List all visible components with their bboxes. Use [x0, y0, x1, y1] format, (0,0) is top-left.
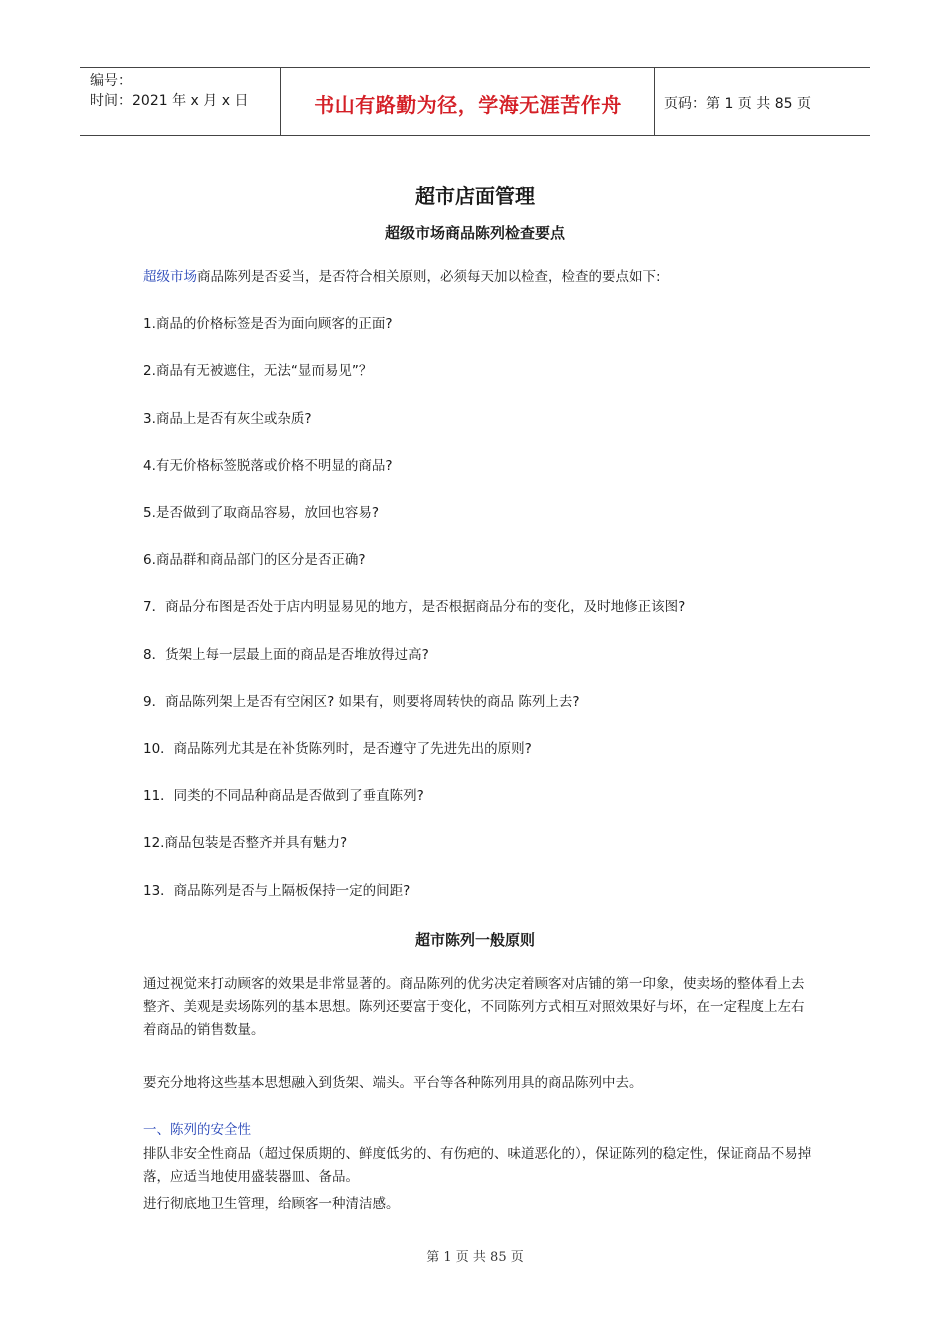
intro-text: 商品陈列是否妥当，是否符合相关原则，必须每天加以检查，检查的要点如下:	[197, 269, 661, 285]
checklist-item: 11．同类的不同品种商品是否做到了垂直陈列?	[143, 788, 424, 804]
page-footer: 第 1 页 共 85 页	[426, 1250, 524, 1265]
doc-time-label: 时间：2021 年 x 月 x 日	[90, 93, 249, 109]
checklist-item: 10．商品陈列尤其是在补货陈列时，是否遵守了先进先出的原则?	[143, 741, 532, 757]
checklist-item: 1.商品的价格标签是否为面向顾客的正面?	[143, 316, 393, 332]
header-bottom-rule	[80, 135, 870, 136]
checklist-item: 13．商品陈列是否与上隔板保持一定的间距?	[143, 883, 411, 899]
safety-subheading: 一、陈列的安全性	[143, 1122, 251, 1138]
safety-paragraph-1: 排队非安全性商品（超过保质期的、鲜度低劣的、有伤疤的、味道恶化的），保证陈列的稳定性，保证商品不易掉落，应适当地使用盛装器皿、备品。	[143, 1146, 812, 1185]
safety-paragraph-2: 进行彻底地卫生管理，给顾客一种清洁感。	[143, 1196, 400, 1212]
header-meta	[90, 71, 248, 111]
checklist-item: 5.是否做到了取商品容易，放回也容易?	[143, 505, 380, 521]
doc-number-label: 编号：	[90, 73, 132, 89]
supermarket-link[interactable]: 超级市场	[143, 269, 197, 285]
checklist-item: 4.有无价格标签脱落或价格不明显的商品?	[143, 458, 393, 474]
header-motto: 书山有路勤为径，学海无涯苦作舟	[314, 93, 622, 117]
checklist-item: 3.商品上是否有灰尘或杂质?	[143, 411, 312, 427]
section1-intro	[143, 266, 813, 289]
section2-paragraph-2: 要充分地将这些基本思想融入到货架、端头。平台等各种陈列用具的商品陈列中去。	[143, 1075, 643, 1091]
checklist-item: 12.商品包装是否整齐并具有魅力?	[143, 835, 348, 851]
section2-heading: 超市陈列一般原则	[414, 931, 535, 949]
header-divider-right	[654, 67, 655, 136]
checklist-item: 7．商品分布图是否处于店内明显易见的地方，是否根据商品分布的变化，及时地修正该图?	[143, 599, 686, 615]
section1-heading: 超级市场商品陈列检查要点	[384, 224, 565, 242]
checklist-item: 8．货架上每一层最上面的商品是否堆放得过高?	[143, 647, 429, 663]
header-divider-left	[280, 67, 281, 136]
checklist-item: 2.商品有无被遮住，无法“显而易见”？	[143, 363, 373, 379]
section2-paragraph-1: 通过视觉来打动顾客的效果是非常显著的。商品陈列的优劣决定着顾客对店铺的第一印象，使卖场的整体看上去整齐、美观是卖场陈列的基本思想。陈列还要富于变化，不同陈列方式相互对照效果好与坏，在一定程度上左右着商品的销售数量。	[143, 976, 805, 1038]
header-top-rule	[80, 67, 870, 68]
header-page-info: 页码：第 1 页 共 85 页	[664, 96, 811, 112]
page-title: 超市店面管理	[415, 184, 535, 208]
checklist-item: 9．商品陈列架上是否有空闲区? 如果有，则要将周转快的商品 陈列上去?	[143, 694, 580, 710]
checklist-item: 6.商品群和商品部门的区分是否正确?	[143, 552, 366, 568]
